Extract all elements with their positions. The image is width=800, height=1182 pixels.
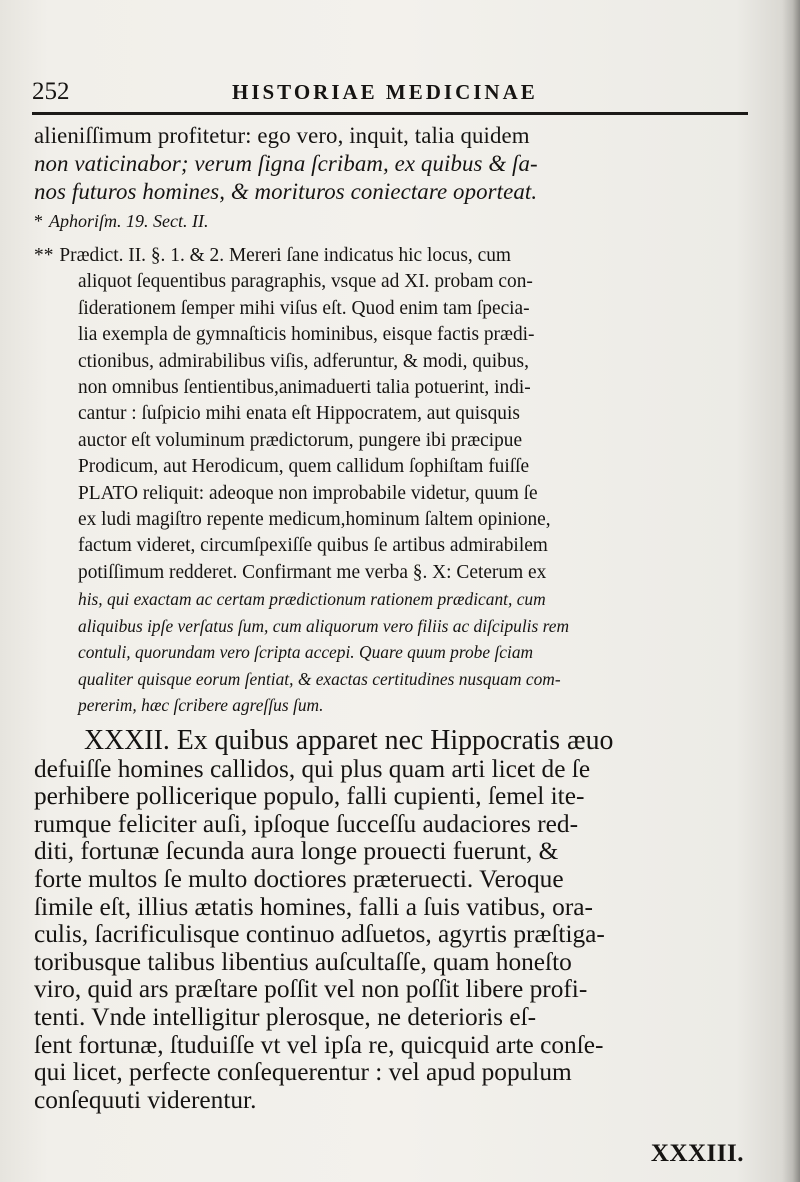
catchword: XXXIII. bbox=[650, 1140, 744, 1167]
footnote-praedict bbox=[34, 243, 754, 718]
footnote-line: potiſſimum redderet. Confirmant me verba §. X: Ceterum ex bbox=[78, 561, 547, 583]
footnote-line: contuli, quorundam vero ſcripta accepi. Quare quum probe ſciam bbox=[78, 642, 534, 663]
continued-quotation bbox=[34, 122, 754, 206]
section-line: toribusque talibus libentius auſcultaſſe, quam honeſto bbox=[34, 946, 572, 976]
section-line: defuiſſe homines callidos, qui plus quam arti licet de ſe bbox=[34, 753, 591, 783]
footnote-line: cantur : ſuſpicio mihi enata eſt Hippocratem, aut quisquis bbox=[78, 403, 520, 425]
footnote-line bbox=[34, 243, 750, 269]
footnote-line: factum videret, circumſpexiſſe quibus ſe artibus admirabilem bbox=[78, 535, 548, 557]
footnote-aphorism bbox=[34, 208, 754, 234]
footnote-line: ex ludi magiſtro repente medicum,hominum ſaltem opinione, bbox=[78, 509, 551, 531]
footnote-line: pererim, hæc ſcribere agreſſus ſum. bbox=[78, 694, 324, 715]
section-line: rumque feliciter auſi, ipſoque ſucceſſu audaciores red- bbox=[34, 808, 579, 838]
footnote-line: auctor eſt voluminum prædictorum, pungere ibi præcipue bbox=[78, 429, 523, 451]
footnote-line-text: Prædict. II. §. 1. & 2. Mereri ſane indicatus hic locus, cum bbox=[59, 245, 511, 266]
footnote-line: ctionibus, admirabilibus viſis, adferuntur, & modi, quibus, bbox=[78, 350, 529, 372]
footnote-line: his, qui exactam ac certam prædictionum rationem prædicant, cum bbox=[78, 589, 546, 610]
header-rule bbox=[32, 112, 748, 115]
section-line: diti, fortunæ ſecunda aura longe prouecti fuerunt, & bbox=[34, 836, 559, 866]
section-line: forte multos ſe multo doctiores præteruecti. Veroque bbox=[34, 863, 564, 893]
footnote-text: Aphoriſm. 19. Sect. II. bbox=[49, 211, 209, 231]
section-line: perhibere pollicerique populo, falli cupienti, ſemel ite- bbox=[34, 781, 585, 811]
footnote-line: ſiderationem ſemper mihi viſus eſt. Quod enim tam ſpecia- bbox=[78, 297, 530, 319]
section-line: XXXII. Ex quibus apparet nec Hippocratis æuo bbox=[84, 725, 614, 756]
footnote-line: qualiter quisque eorum ſentiat, & exactas certitudines nusquam com- bbox=[78, 668, 561, 689]
section-line: viro, quid ars præſtare poſſit vel non poſſit libere profi- bbox=[34, 974, 588, 1004]
text-line: nos futuros homines, & morituros coniectare oporteat. bbox=[34, 179, 538, 204]
section-line: ſent fortunæ, ſtuduiſſe vt vel ipſa re, quicquid arte conſe- bbox=[34, 1029, 604, 1059]
section-line: ſimile eſt, illius ætatis homines, falli a ſuis vatibus, ora- bbox=[34, 891, 593, 921]
text-line: alieniſſimum profitetur: ego vero, inquit, talia quidem bbox=[34, 123, 530, 148]
footnote-mark: * bbox=[34, 211, 43, 231]
footnote-line: Prodicum, aut Herodicum, quem callidum ſophiſtam fuiſſe bbox=[78, 456, 530, 478]
page-edge-shadow bbox=[782, 0, 800, 1182]
section-line: conſequuti viderentur. bbox=[34, 1084, 257, 1114]
footnote-line: aliquot ſequentibus paragraphis, vsque ad XI. probam con- bbox=[78, 271, 533, 293]
running-title: HISTORIAE MEDICINAE bbox=[232, 80, 538, 104]
page-header bbox=[32, 74, 756, 108]
text-line: non vaticinabor; verum ſigna ſcribam, ex quibus & ſa- bbox=[34, 151, 538, 176]
footnote-mark: ** bbox=[34, 245, 54, 266]
section-line: qui licet, perfecte conſequerentur : vel apud populum bbox=[34, 1057, 572, 1087]
footnote-line: PLATO reliquit: adeoque non improbabile videtur, quum ſe bbox=[78, 482, 538, 504]
section-line: tenti. Vnde intelligitur plerosque, ne deterioris eſ- bbox=[34, 1001, 537, 1031]
footnote-line: aliquibus ipſe verſatus ſum, cum aliquorum vero filiis ac diſcipulis rem bbox=[78, 615, 570, 636]
section-line: culis, ſacrificulisque continuo adſuetos, agyrtis præſtiga- bbox=[34, 919, 605, 949]
page-number: 252 bbox=[32, 78, 70, 105]
footnote-line: lia exempla de gymnaſticis hominibus, eisque factis prædi- bbox=[78, 324, 535, 346]
section-xxxii bbox=[34, 727, 754, 1113]
footnote-line: non omnibus ſentientibus,animaduerti talia potuerint, indi- bbox=[78, 377, 531, 399]
